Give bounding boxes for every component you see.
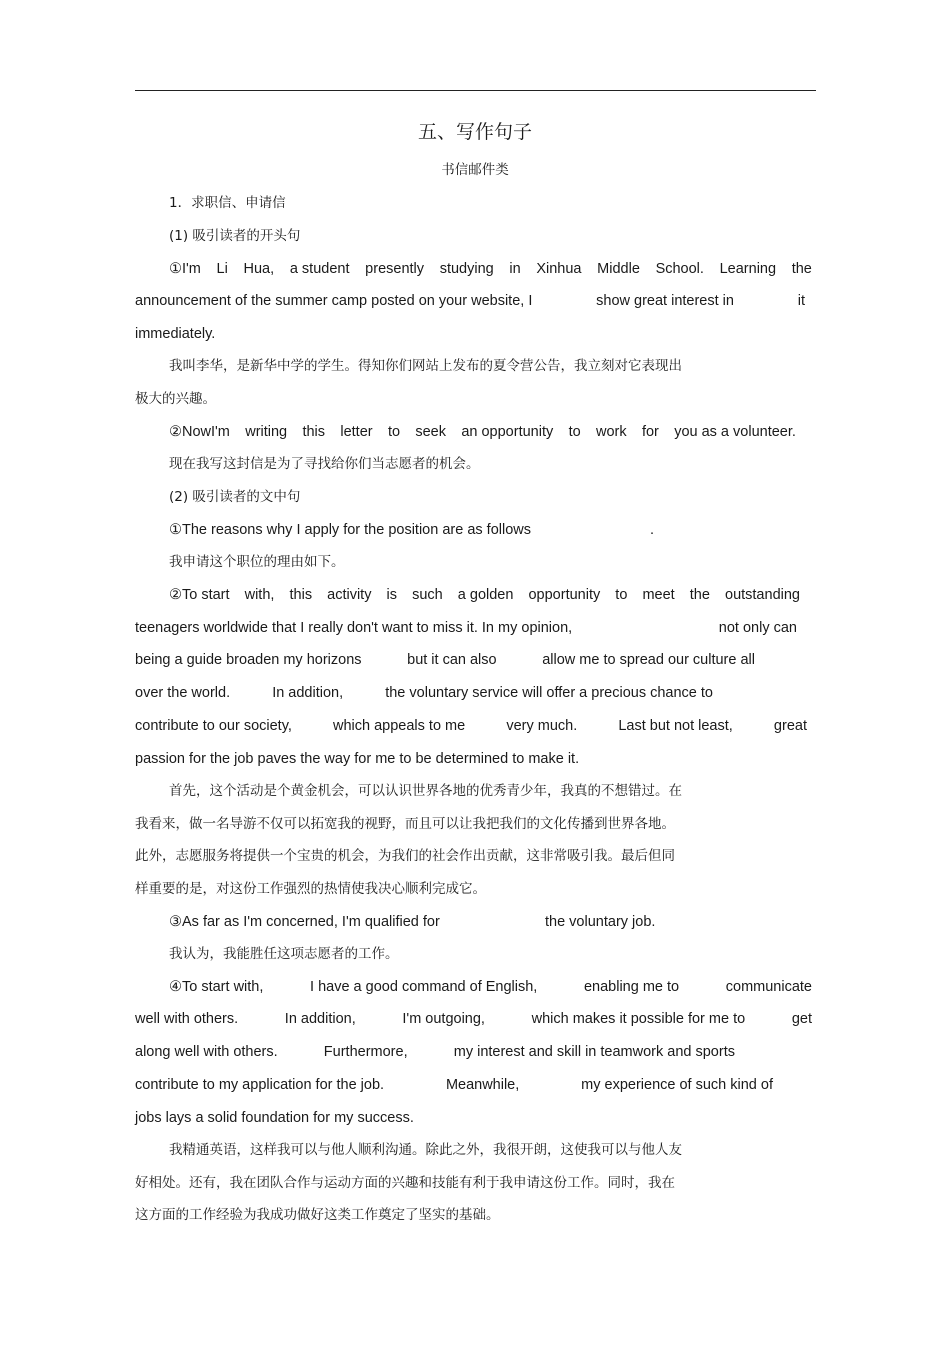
text-segment: contribute to our society, — [135, 718, 292, 734]
word: in — [509, 261, 521, 277]
text-segment: the voluntary service will offer a precious chance to — [385, 685, 713, 701]
text-segment: In addition, — [284, 1011, 356, 1027]
word: you as a volunteer. — [674, 424, 796, 440]
word: this — [289, 587, 313, 603]
text-segment: Meanwhile, — [445, 1077, 520, 1093]
paragraph-line — [135, 684, 713, 702]
word: outstanding — [725, 587, 800, 603]
word: studying — [439, 261, 494, 277]
paragraph-line — [135, 1043, 735, 1061]
word: to — [615, 587, 628, 603]
word: activity — [327, 587, 372, 603]
text-segment: my experience of such kind of — [581, 1077, 773, 1093]
word: a golden — [457, 587, 514, 603]
word: ②NowI'm — [169, 424, 230, 440]
word: to — [568, 424, 581, 440]
word: letter — [340, 424, 373, 440]
translation-line: 现在我写这封信是为了寻找给你们当志愿者的机会。 — [169, 456, 480, 472]
word: School. — [655, 261, 704, 277]
paragraph-line — [169, 978, 812, 996]
page-subtitle: 书信邮件类 — [441, 162, 509, 178]
translation-line: 我精通英语，这样我可以与他人顺利沟通。除此之外，我很开朗，这使我可以与他人友 — [169, 1142, 682, 1158]
translation-line: 我申请这个职位的理由如下。 — [169, 554, 345, 570]
word: this — [302, 424, 326, 440]
word: meet — [642, 587, 675, 603]
word: with, — [244, 587, 275, 603]
text-segment: along well with others. — [135, 1044, 278, 1060]
word: to — [387, 424, 401, 440]
word: presently — [365, 261, 425, 277]
subsection-heading-opening: (1) 吸引读者的开头句 — [169, 228, 301, 244]
translation-line: 样重要的是，对这份工作强烈的热情使我决心顺利完成它。 — [135, 881, 486, 897]
page-title: 五、写作句子 — [417, 121, 532, 143]
word: work — [595, 424, 627, 440]
translation-line: 此外，志愿服务将提供一个宝贵的机会，为我们的社会作出贡献，这非常吸引我。最后但同 — [135, 848, 675, 864]
text-segment: Furthermore, — [323, 1044, 408, 1060]
paragraph-line — [169, 260, 812, 278]
paragraph-line: immediately. — [135, 326, 216, 342]
paragraph-line — [169, 586, 800, 604]
translation-line: 首先，这个活动是个黄金机会，可以认识世界各地的优秀青少年，我真的不想错过。在 — [169, 783, 682, 799]
word: such — [412, 587, 443, 603]
text-segment: announcement of the summer camp posted on your website, I — [135, 293, 533, 309]
word: for — [641, 424, 659, 440]
text-segment: great — [773, 718, 807, 734]
word: ④To start with, — [169, 979, 264, 995]
text-segment: my interest and skill in teamwork and sports — [453, 1044, 735, 1060]
paragraph-line — [135, 1076, 773, 1094]
paragraph-line — [135, 1010, 812, 1028]
translation-line: 极大的兴趣。 — [135, 391, 216, 407]
paragraph-line — [135, 651, 755, 669]
word: Middle — [597, 261, 640, 277]
text-segment: the voluntary job. — [545, 914, 656, 930]
text-segment: being a guide broaden my horizons — [135, 652, 362, 668]
text-segment: . — [650, 522, 655, 538]
text-segment: contribute to my application for the job. — [135, 1077, 385, 1093]
text-segment: not only can — [718, 620, 797, 636]
paragraph-line: ①The reasons why I apply for the position are as follows — [169, 522, 531, 538]
paragraph-line: ③As far as I'm concerned, I'm qualified for — [169, 914, 440, 930]
paragraph-line: passion for the job paves the way for me to be determined to make it. — [135, 751, 580, 767]
text-segment: but it can also — [407, 652, 497, 668]
word: ①I'm — [169, 261, 201, 277]
word: Li — [216, 261, 228, 277]
text-segment: teenagers worldwide that I really don't want to miss it. In my opinion, — [135, 620, 573, 636]
word: Learning — [719, 261, 777, 277]
word: I have a good command of English, — [310, 979, 538, 995]
paragraph-line — [135, 717, 807, 735]
text-segment: it — [797, 293, 805, 309]
text-segment: In addition, — [272, 685, 344, 701]
header-rule — [135, 90, 816, 91]
text-segment: I'm outgoing, — [402, 1011, 485, 1027]
word: a student — [289, 261, 350, 277]
word: opportunity — [528, 587, 601, 603]
word: the — [791, 261, 812, 277]
translation-line: 我叫李华，是新华中学的学生。得知你们网站上发布的夏令营公告，我立刻对它表现出 — [169, 358, 682, 374]
word: Xinhua — [536, 261, 582, 277]
text-segment: show great interest in — [596, 293, 734, 309]
text-segment: which appeals to me — [333, 718, 466, 734]
word: Hua, — [243, 261, 275, 277]
paragraph-line — [135, 619, 797, 637]
translation-line: 我认为，我能胜任这项志愿者的工作。 — [169, 946, 399, 962]
word: communicate — [725, 979, 812, 995]
text-segment: get — [791, 1011, 812, 1027]
translation-line: 好相处。还有，我在团队合作与运动方面的兴趣和技能有利于我申请这份工作。同时，我在 — [135, 1175, 675, 1191]
text-segment: very much. — [506, 718, 578, 734]
text-segment: which makes it possible for me to — [531, 1011, 746, 1027]
section-heading: 1．求职信、申请信 — [169, 195, 286, 211]
translation-line: 这方面的工作经验为我成功做好这类工作奠定了坚实的基础。 — [135, 1207, 500, 1223]
word: an opportunity — [461, 424, 554, 440]
paragraph-line — [135, 292, 805, 310]
text-segment: well with others. — [135, 1011, 239, 1027]
word: ②To start — [169, 587, 230, 603]
paragraph-line: jobs lays a solid foundation for my success. — [135, 1110, 414, 1126]
text-segment: allow me to spread our culture all — [542, 652, 755, 668]
word: is — [386, 587, 398, 603]
word: enabling me to — [583, 979, 680, 995]
word: seek — [415, 424, 446, 440]
subsection-heading-body: (2) 吸引读者的文中句 — [169, 489, 301, 505]
word: writing — [245, 424, 288, 440]
word: the — [689, 587, 710, 603]
text-segment: Last but not least, — [618, 718, 733, 734]
text-segment: over the world. — [135, 685, 231, 701]
paragraph-line — [169, 423, 796, 441]
translation-line: 我看来，做一名导游不仅可以拓宽我的视野，而且可以让我把我们的文化传播到世界各地。 — [135, 816, 675, 832]
